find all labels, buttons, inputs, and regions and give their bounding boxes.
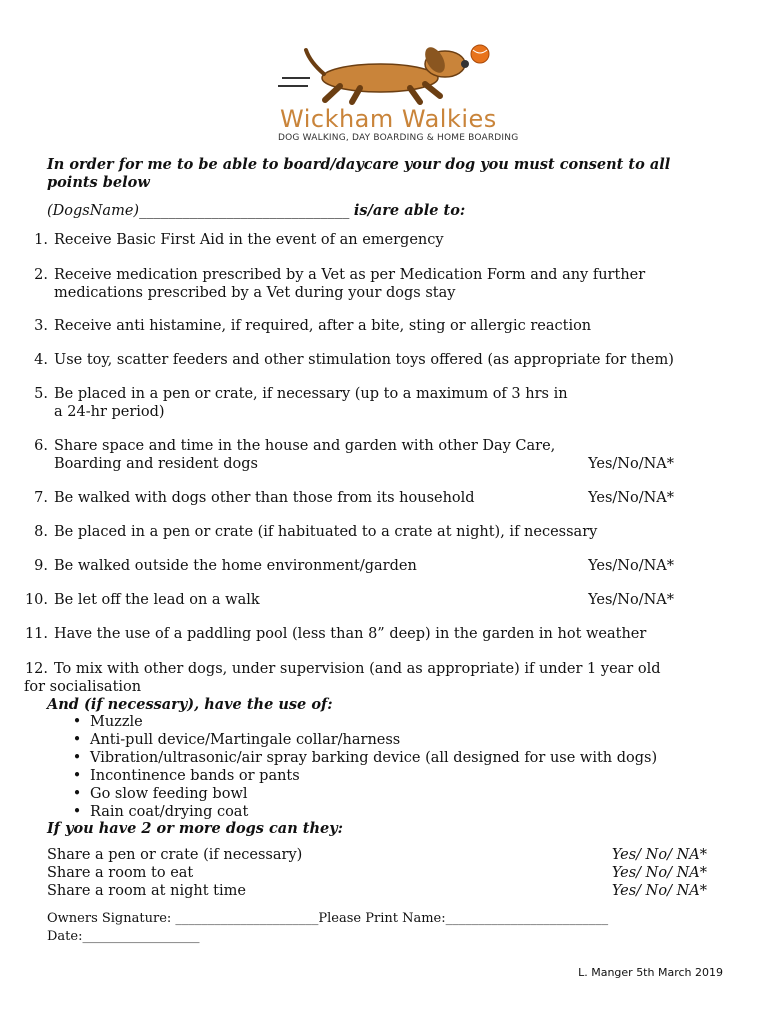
yes-no-na-choice[interactable]: Yes/No/NA* <box>588 456 674 472</box>
dogs-name-row <box>47 202 465 220</box>
yes-no-na-choice[interactable]: Yes/ No/ NA* <box>611 865 707 881</box>
dogs-name-blank[interactable]: _____________________________ <box>139 203 350 219</box>
item-text: a 24-hr period) <box>54 404 165 420</box>
multi-dog-text: Share a pen or crate (if necessary) <box>47 847 303 863</box>
yes-no-na-choice[interactable]: Yes/No/NA* <box>588 490 674 506</box>
date-label: Date: <box>47 929 83 944</box>
item-number: 2. <box>34 267 48 283</box>
item-number: 7. <box>34 490 48 506</box>
item-text: Be walked with dogs other than those from its household <box>54 490 475 506</box>
consent-item <box>24 591 744 609</box>
equipment-label: Vibration/ultrasonic/air spray barking device (all designed for use with dogs) <box>90 750 658 766</box>
item-number: 8. <box>34 524 48 540</box>
yes-no-na-choice[interactable]: Yes/ No/ NA* <box>611 847 707 863</box>
consent-item <box>24 351 744 369</box>
equipment-item <box>64 749 657 767</box>
equipment-item <box>64 803 657 821</box>
item-number: 3. <box>34 318 48 334</box>
item-number: 12. <box>24 661 48 677</box>
equipment-label: Rain coat/drying coat <box>90 804 249 820</box>
equipment-label: Anti-pull device/Martingale collar/harness <box>90 732 401 748</box>
item-number: 10. <box>24 592 48 608</box>
item-text: Boarding and resident dogs <box>54 456 258 472</box>
multi-dog-item <box>47 882 707 900</box>
item-text: Share space and time in the house and garden with other Day Care, <box>54 438 556 454</box>
equipment-item <box>64 785 657 803</box>
consent-item <box>24 660 744 696</box>
consent-item <box>24 385 744 421</box>
dog-illustration-icon <box>270 40 510 110</box>
print-name-label: Please Print Name: <box>318 911 446 926</box>
equipment-label: Go slow feeding bowl <box>90 786 248 802</box>
print-name-field[interactable]: _________________________ <box>445 911 609 926</box>
dogs-name-suffix: is/are able to: <box>353 202 466 219</box>
equipment-label: Muzzle <box>90 714 143 730</box>
item-text: Be placed in a pen or crate, if necessary (up to a maximum of 3 hrs in <box>54 386 568 402</box>
item-number: 4. <box>34 352 48 368</box>
consent-item <box>24 489 744 507</box>
multi-dog-item <box>47 864 707 882</box>
dogs-name-label: (DogsName) <box>47 203 140 219</box>
item-text: Have the use of a paddling pool (less than 8” deep) in the garden in hot weather <box>54 626 647 642</box>
item-text: Receive anti histamine, if required, after a bite, sting or allergic reaction <box>54 318 592 334</box>
yes-no-na-choice[interactable]: Yes/No/NA* <box>588 558 674 574</box>
item-text: medications prescribed by a Vet during your dogs stay <box>54 285 456 301</box>
brand-name: Wickham Walkies <box>280 105 497 133</box>
consent-item <box>24 266 744 302</box>
yes-no-na-choice[interactable]: Yes/ No/ NA* <box>611 883 707 899</box>
item-text: for socialisation <box>24 679 142 695</box>
item-text: Be walked outside the home environment/garden <box>54 558 417 574</box>
equipment-item <box>64 731 657 749</box>
multi-dog-text: Share a room to eat <box>47 865 194 881</box>
intro-line-1: In order for me to be able to board/daycare your dog you must consent to all <box>47 156 671 173</box>
consent-item <box>24 625 744 643</box>
item-text: Receive medication prescribed by a Vet as per Medication Form and any further <box>54 267 646 283</box>
multi-dog-item <box>47 846 707 864</box>
item-text: Receive Basic First Aid in the event of an emergency <box>54 232 444 248</box>
item-text: Be placed in a pen or crate (if habituated to a crate at night), if necessary <box>54 524 598 540</box>
item-number: 9. <box>34 558 48 574</box>
necessary-heading: And (if necessary), have the use of: <box>47 696 333 713</box>
item-text: Be let off the lead on a walk <box>54 592 260 608</box>
owners-signature-label: Owners Signature: <box>47 911 176 926</box>
consent-item <box>24 557 744 575</box>
item-text: Use toy, scatter feeders and other stimulation toys offered (as appropriate for them) <box>54 352 674 368</box>
bullet-icon: • <box>72 786 82 802</box>
item-number: 1. <box>34 232 48 248</box>
bullet-icon: • <box>72 750 82 766</box>
consent-item <box>24 317 744 335</box>
equipment-list <box>64 713 657 821</box>
signature-row <box>47 911 608 926</box>
consent-item <box>24 437 744 473</box>
item-number: 11. <box>24 626 48 642</box>
bullet-icon: • <box>72 804 82 820</box>
consent-item <box>24 523 744 541</box>
multi-dog-text: Share a room at night time <box>47 883 246 899</box>
equipment-item <box>64 767 657 785</box>
multi-dog-heading: If you have 2 or more dogs can they: <box>47 820 344 837</box>
consent-item <box>24 231 744 249</box>
owners-signature-field[interactable]: ______________________ <box>175 911 319 926</box>
brand-tagline: DOG WALKING, DAY BOARDING & HOME BOARDING <box>278 133 519 143</box>
equipment-label: Incontinence bands or pants <box>90 768 300 784</box>
item-number: 5. <box>34 386 48 402</box>
date-field[interactable]: __________________ <box>82 929 200 944</box>
bullet-icon: • <box>72 732 82 748</box>
date-row <box>47 929 199 944</box>
item-text: To mix with other dogs, under supervision (and as appropriate) if under 1 year old <box>54 661 661 677</box>
footer-author-date: L. Manger 5th March 2019 <box>578 966 723 979</box>
bullet-icon: • <box>72 768 82 784</box>
bullet-icon: • <box>72 714 82 730</box>
intro-line-2: points below <box>47 174 150 191</box>
equipment-item <box>64 713 657 731</box>
item-number: 6. <box>34 438 48 454</box>
yes-no-na-choice[interactable]: Yes/No/NA* <box>588 592 674 608</box>
